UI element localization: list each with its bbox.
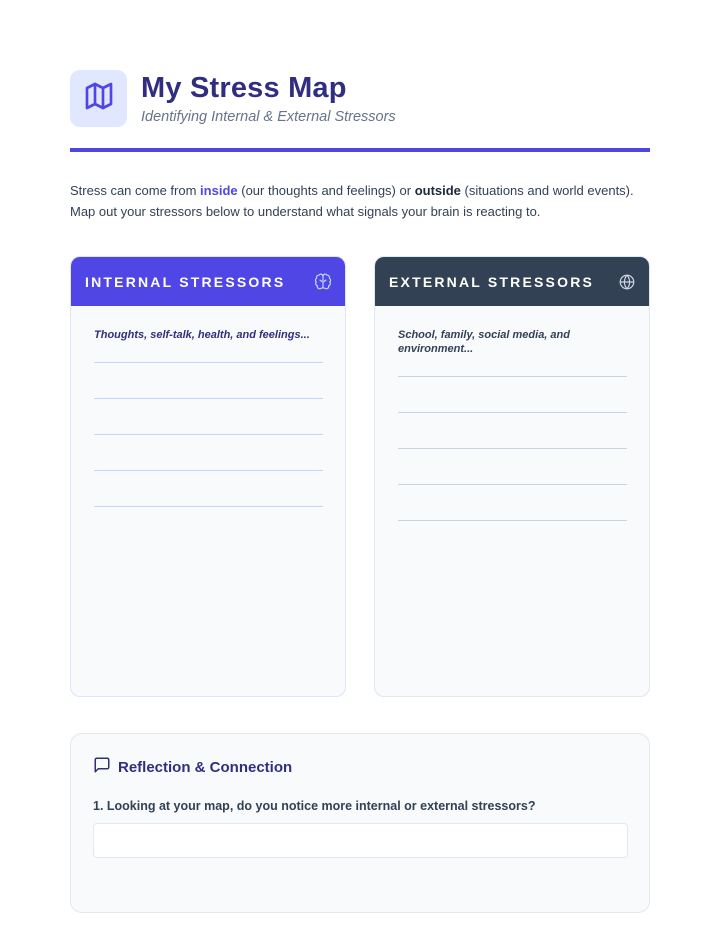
brain-icon bbox=[314, 273, 332, 291]
reflection-answer-1[interactable] bbox=[93, 823, 628, 858]
globe-icon bbox=[618, 273, 636, 291]
reflection-question-1: 1. Looking at your map, do you notice more internal or external stressors? bbox=[93, 799, 536, 813]
intro-text-3: (situations and world events). Map out your stressors below to understand what signals your brain is reacting to. bbox=[70, 183, 634, 219]
writing-line[interactable] bbox=[94, 362, 323, 363]
map-icon bbox=[83, 80, 115, 117]
writing-line[interactable] bbox=[398, 448, 627, 449]
writing-line[interactable] bbox=[94, 506, 323, 507]
reflection-section bbox=[70, 733, 650, 913]
intro-text-2: (our thoughts and feelings) or bbox=[237, 183, 415, 198]
external-stressors-card bbox=[374, 256, 650, 697]
external-writing-lines bbox=[398, 376, 627, 521]
reflection-header bbox=[93, 756, 292, 779]
writing-line[interactable] bbox=[94, 470, 323, 471]
writing-line[interactable] bbox=[398, 412, 627, 413]
worksheet-header bbox=[70, 70, 650, 152]
intro-inside-highlight: inside bbox=[200, 183, 238, 198]
page-title: My Stress Map bbox=[141, 72, 347, 104]
internal-writing-lines bbox=[94, 362, 323, 507]
internal-stressors-card bbox=[70, 256, 346, 697]
writing-line[interactable] bbox=[398, 376, 627, 377]
external-card-header bbox=[375, 257, 649, 306]
writing-line[interactable] bbox=[94, 398, 323, 399]
intro-outside-highlight: outside bbox=[414, 183, 461, 198]
logo-badge bbox=[70, 70, 127, 127]
external-prompt: School, family, social media, and environment... bbox=[398, 329, 570, 355]
writing-line[interactable] bbox=[94, 434, 323, 435]
reflection-title: Reflection & Connection bbox=[118, 759, 293, 776]
writing-line[interactable] bbox=[398, 520, 627, 521]
message-square-icon bbox=[93, 756, 111, 779]
internal-prompt: Thoughts, self-talk, health, and feelings... bbox=[94, 329, 310, 341]
page-subtitle: Identifying Internal & External Stressors bbox=[141, 109, 396, 125]
internal-card-header bbox=[71, 257, 345, 306]
internal-card-title: INTERNAL STRESSORS bbox=[85, 273, 286, 290]
intro-paragraph bbox=[70, 180, 660, 222]
writing-line[interactable] bbox=[398, 484, 627, 485]
intro-text-1: Stress can come from bbox=[70, 183, 201, 198]
external-card-title: EXTERNAL STRESSORS bbox=[389, 273, 595, 290]
header-divider bbox=[70, 148, 650, 152]
